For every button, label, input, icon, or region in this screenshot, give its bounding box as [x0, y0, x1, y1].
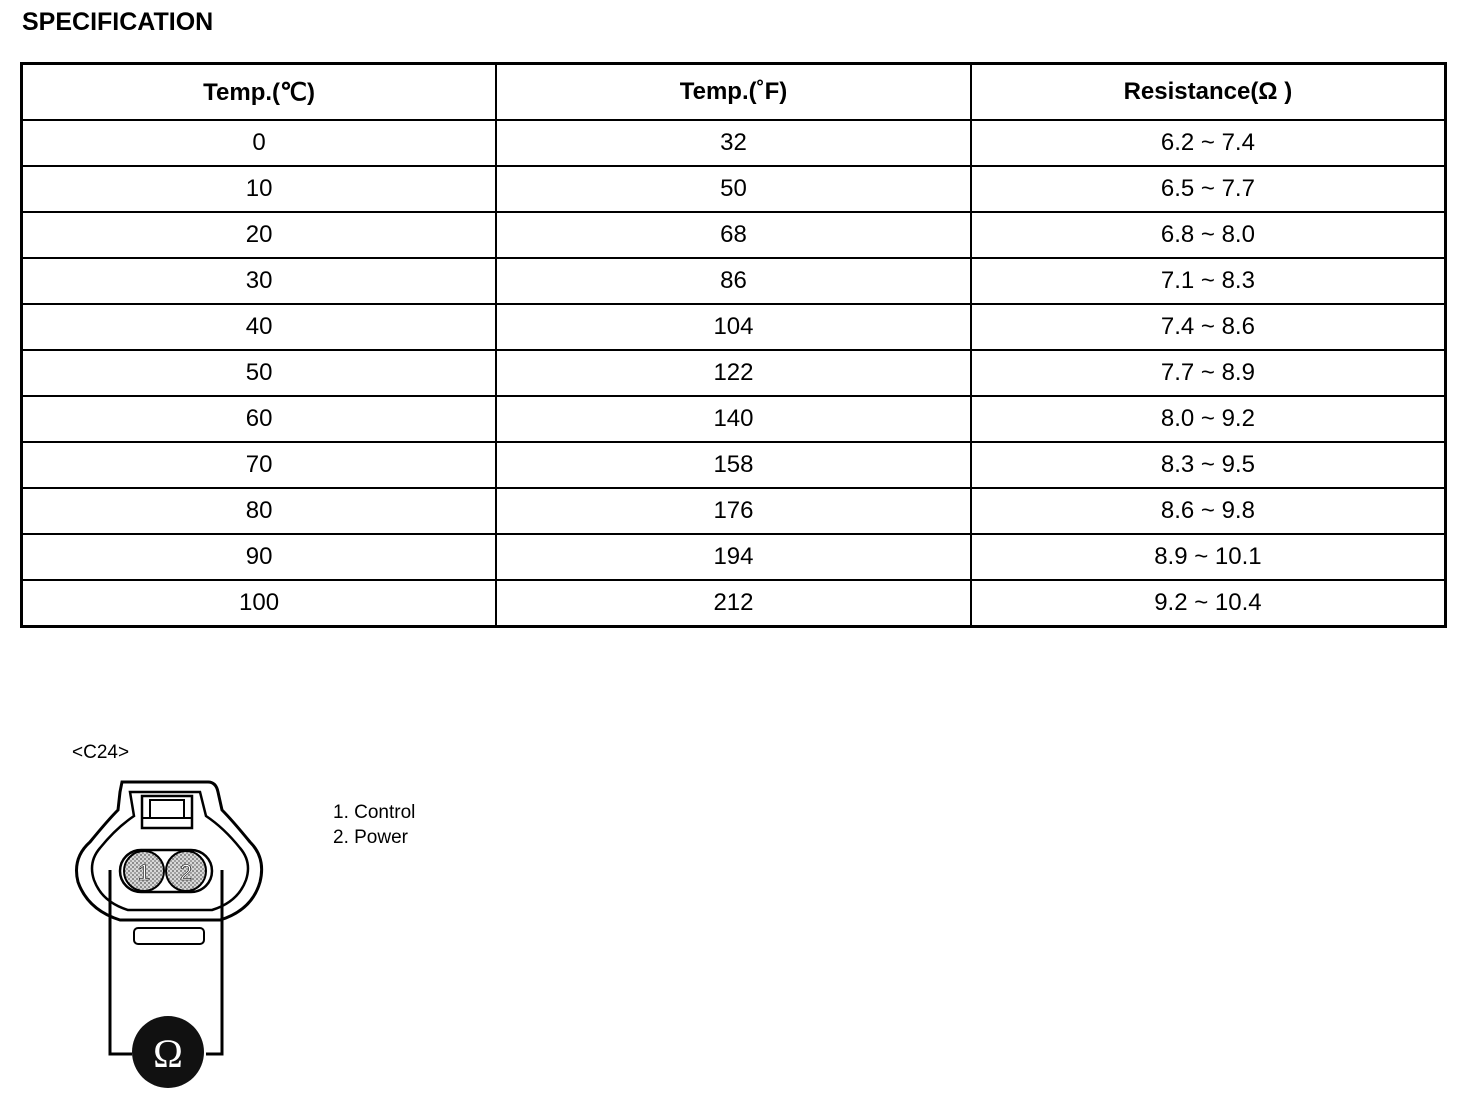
legend-item-control: 1. Control — [333, 802, 416, 823]
locking-tab-inner — [150, 800, 184, 818]
cell-temp-f: 194 — [496, 534, 971, 580]
cell-temp-f: 104 — [496, 304, 971, 350]
cell-temp-c: 50 — [22, 350, 497, 396]
cell-temp-f: 32 — [496, 120, 971, 166]
cell-temp-f: 50 — [496, 166, 971, 212]
table-header-row — [22, 64, 1446, 121]
cell-resistance: 7.4 ~ 8.6 — [971, 304, 1446, 350]
table-row — [22, 304, 1446, 350]
svg-text:1: 1 — [137, 860, 151, 885]
cell-resistance: 8.6 ~ 9.8 — [971, 488, 1446, 534]
cell-temp-c: 20 — [22, 212, 497, 258]
table-row — [22, 488, 1446, 534]
cell-temp-c: 0 — [22, 120, 497, 166]
table-row — [22, 396, 1446, 442]
cell-temp-c: 10 — [22, 166, 497, 212]
cell-temp-c: 60 — [22, 396, 497, 442]
header-temp-f: Temp.(˚F) — [496, 64, 971, 121]
cell-temp-c: 40 — [22, 304, 497, 350]
pin-1-icon — [124, 851, 164, 891]
connector-label: <C24> — [72, 742, 130, 763]
cell-temp-f: 158 — [496, 442, 971, 488]
cell-temp-f: 140 — [496, 396, 971, 442]
table-row — [22, 212, 1446, 258]
meter-lead-right — [206, 870, 222, 1054]
table-body — [22, 120, 1446, 627]
cell-temp-f: 68 — [496, 212, 971, 258]
cell-temp-f: 176 — [496, 488, 971, 534]
cell-resistance: 8.3 ~ 9.5 — [971, 442, 1446, 488]
cell-resistance: 6.2 ~ 7.4 — [971, 120, 1446, 166]
housing-rib — [134, 928, 204, 944]
cell-resistance: 7.7 ~ 8.9 — [971, 350, 1446, 396]
cell-resistance: 8.9 ~ 10.1 — [971, 534, 1446, 580]
specification-table — [20, 62, 1447, 628]
svg-text:Ω: Ω — [153, 1031, 183, 1076]
page-title: SPECIFICATION — [22, 8, 214, 36]
table-row — [22, 442, 1446, 488]
table-row — [22, 258, 1446, 304]
cell-resistance: 6.5 ~ 7.7 — [971, 166, 1446, 212]
cell-temp-f: 86 — [496, 258, 971, 304]
header-resistance: Resistance(Ω ) — [971, 64, 1446, 121]
table-row — [22, 350, 1446, 396]
cell-resistance: 8.0 ~ 9.2 — [971, 396, 1446, 442]
legend-item-power: 2. Power — [333, 827, 408, 848]
ohmmeter-icon — [132, 1016, 204, 1088]
cell-temp-c: 90 — [22, 534, 497, 580]
cell-resistance: 9.2 ~ 10.4 — [971, 580, 1446, 627]
cell-temp-c: 30 — [22, 258, 497, 304]
connector-diagram — [60, 770, 280, 1100]
pin-2-icon — [166, 851, 206, 891]
meter-lead-left — [110, 870, 132, 1054]
pin-legend — [333, 800, 415, 850]
cell-temp-c: 80 — [22, 488, 497, 534]
table-row — [22, 580, 1446, 627]
svg-text:2: 2 — [179, 860, 193, 885]
table-row — [22, 534, 1446, 580]
cell-temp-c: 100 — [22, 580, 497, 627]
cell-temp-f: 212 — [496, 580, 971, 627]
cell-resistance: 7.1 ~ 8.3 — [971, 258, 1446, 304]
cell-temp-c: 70 — [22, 442, 497, 488]
cell-resistance: 6.8 ~ 8.0 — [971, 212, 1446, 258]
table-row — [22, 166, 1446, 212]
header-temp-c: Temp.(℃) — [22, 64, 497, 121]
cell-temp-f: 122 — [496, 350, 971, 396]
table-row — [22, 120, 1446, 166]
